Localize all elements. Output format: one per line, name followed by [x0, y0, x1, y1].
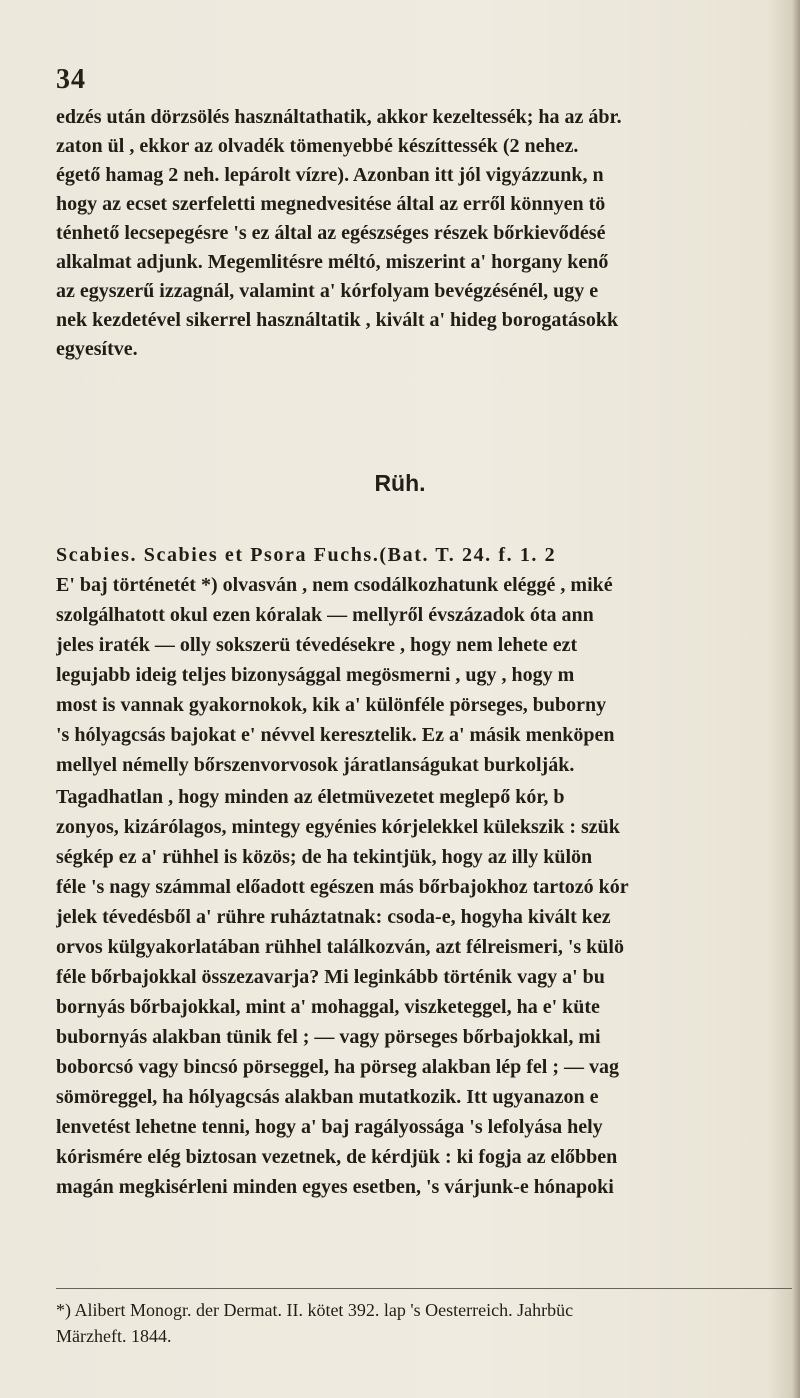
text-line: jelek tévedésből a' rühre ruháztatnak: csoda-e, hogyha kivált kez: [56, 906, 611, 928]
text-line: bubornyás alakban tünik fel ; — vagy pörseges bőrbajokkal, mi: [56, 1026, 601, 1048]
text-line: hogy az ecset szerfeletti megnedvesitése által az erről könnyen tö: [56, 193, 606, 215]
text-line: szolgálhatott okul ezen kóralak — mellyről évszázadok óta ann: [56, 604, 594, 626]
text-line: ténhető lecsepegésre 's ez által az egészséges részek bőrkievődésé: [56, 222, 606, 244]
text-line: orvos külgyakorlatában rühhel találkozván, azt félreismeri, 's külö: [56, 936, 624, 958]
text-line: ségkép ez a' rühhel is közös; de ha tekintjük, hogy az illy külön: [56, 846, 593, 868]
text-line: kórismére elég biztosan vezetnek, de kérdjük : ki fogja az előbben: [56, 1146, 618, 1168]
text-line: az egyszerű izzagnál, valamint a' kórfolyam bevégzésénél, ugy e: [56, 280, 599, 302]
text-line: zonyos, kizárólagos, mintegy egyénies kórjelekkel külekszik : szük: [56, 816, 620, 838]
text-line: Tagadhatlan , hogy minden az életmüvezetet meglepő kór, b: [56, 786, 565, 808]
footnote-line: Märzheft. 1844.: [56, 1326, 172, 1346]
text-line: égető hamag 2 neh. lepárolt vízre). Azonban itt jól vigyázzunk, n: [56, 164, 604, 186]
text-line: egyesítve.: [56, 338, 138, 360]
text-line: nek kezdetével sikerrel használtatik , kivált a' hideg borogatásokk: [56, 309, 619, 331]
text-line: jeles iraték — olly sokszerü tévedésekre , hogy nem lehete ezt: [56, 634, 578, 656]
section-title: Rüh.: [374, 470, 426, 496]
text-line: 's hólyagcsás bajokat e' névvel keresztelik. Ez a' másik menköpen: [56, 724, 615, 746]
text-line: zaton ül , ekkor az olvadék tömenyebbé készíttessék (2 nehez.: [56, 135, 579, 157]
text-line: alkalmat adjunk. Megemlitésre méltó, miszerint a' horgany kenő: [56, 251, 609, 273]
footnote-line: *) Alibert Monogr. der Dermat. II. kötet 392. lap 's Oesterreich. Jahrbüc: [56, 1300, 574, 1320]
text-line: mellyel némelly bőrszenvorvosok járatlanságukat burkolják.: [56, 754, 575, 776]
text-line: sömöreggel, ha hólyagcsás alakban mutatkozik. Itt ugyanazon e: [56, 1086, 599, 1108]
text-line: féle 's nagy számmal előadott egészen más bőrbajokhoz tartozó kór: [56, 876, 629, 898]
text-line: magán megkisérleni minden egyes esetben, 's várjunk-e hónapoki: [56, 1176, 614, 1198]
text-line: boborcsó vagy bincsó pörseggel, ha pörseg alakban lép fel ; — vag: [56, 1056, 619, 1078]
text-line: most is vannak gyakornokok, kik a' különféle pörseges, buborny: [56, 694, 607, 716]
text-line: féle bőrbajokkal összezavarja? Mi leginkább történik vagy a' bu: [56, 966, 605, 988]
footnote-divider: [56, 1288, 792, 1289]
text-line: legujabb ideig teljes bizonysággal megösmerni , ugy , hogy m: [56, 664, 575, 686]
text-line: bornyás bőrbajokkal, mint a' mohaggal, viszketeggel, ha e' küte: [56, 996, 600, 1018]
page-number: 34: [56, 64, 86, 95]
text-line: Scabies. Scabies et Psora Fuchs.(Bat. T. 24. f. 1. 2: [56, 544, 557, 566]
page-edge-shadow: [792, 0, 800, 1398]
text-line: E' baj történetét *) olvasván , nem csodálkozhatunk eléggé , miké: [56, 574, 613, 596]
text-line: edzés után dörzsölés használtathatik, akkor kezeltessék; ha az ábr.: [56, 106, 622, 128]
text-line: lenvetést lehetne tenni, hogy a' baj ragályossága 's lefolyása hely: [56, 1116, 603, 1138]
